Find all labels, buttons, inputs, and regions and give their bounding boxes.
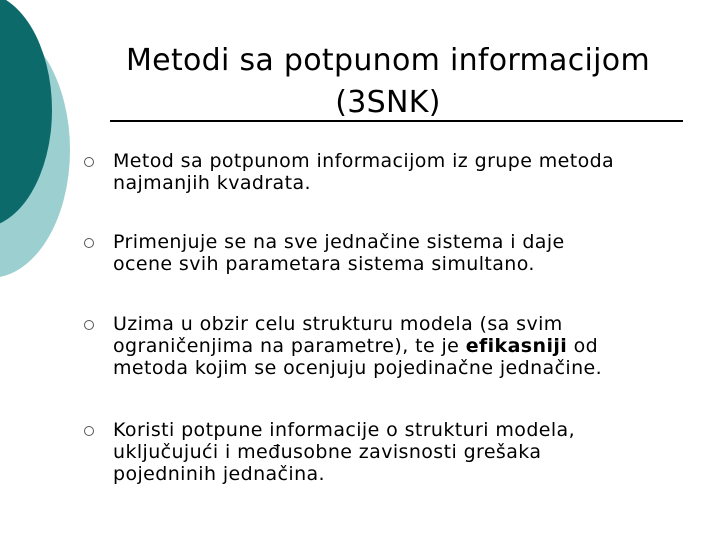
circle-bullet-icon [84,238,94,248]
slide-title [108,40,668,124]
bullet-item-1 [84,150,684,194]
bullet-3-line-2-post: od [567,335,599,357]
bullet-3-bold-word: efikasniji [465,335,568,357]
circle-bullet-icon [84,157,94,167]
bullet-item-3 [84,313,684,379]
bullet-4-line-3: pojedninih jednačina. [113,463,326,485]
bullet-item-4 [84,419,684,485]
title-line-1: Metodi sa potpunom informacijom [126,43,650,78]
bullet-2-line-2: ocene svih parametara sistema simultano. [113,253,535,275]
bullet-3-line-2 [113,335,602,357]
bullet-4-line-2: uključujući i međusobne zavisnosti grešaka [113,441,542,463]
bullet-3-line-2-pre: ograničenjima na parametre), te je [113,335,466,357]
circle-bullet-icon [84,320,94,330]
bullet-1-line-2: najmanjih kvadrata. [113,172,311,194]
bullet-3-line-1: Uzima u obzir celu strukturu modela (sa svim [113,313,563,335]
bullet-4-line-1: Koristi potpune informacije o strukturi modela, [113,419,576,441]
bullet-2-line-1: Primenjuje se na sve jednačine sistema i daje [113,231,565,253]
title-underline [110,120,683,122]
bullet-3-line-3: metoda kojim se ocenjuju pojedinačne jednačine. [113,357,603,379]
bullet-1-line-1: Metod sa potpunom informacijom iz grupe metoda [113,150,615,172]
title-line-2: (3SNK) [335,85,441,120]
bullet-item-2 [84,231,684,275]
circle-bullet-icon [84,426,94,436]
